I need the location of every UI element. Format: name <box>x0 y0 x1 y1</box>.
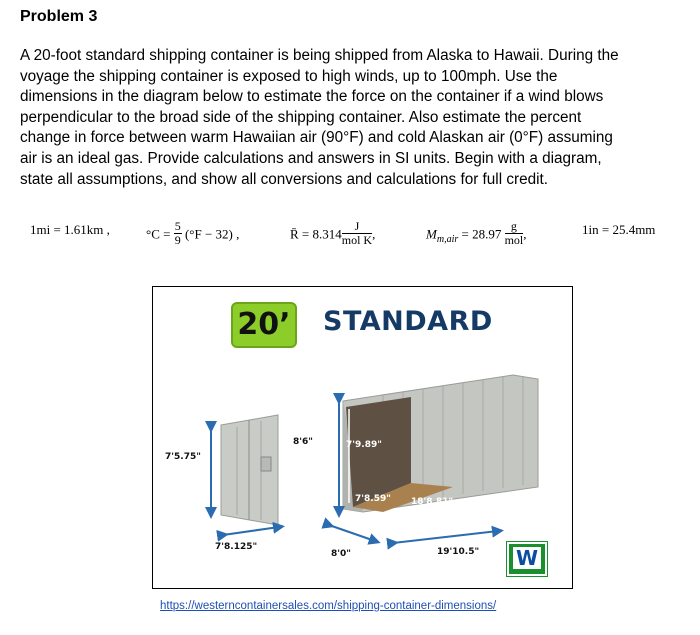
door-width-label: 7'8.125" <box>215 542 258 552</box>
statement-line: A 20-foot standard shipping container is being shipped from Alaska to Hawaii. During the <box>20 47 619 64</box>
door-label-plate <box>261 457 271 471</box>
fraction-denominator: 9 <box>174 233 181 247</box>
source-link[interactable]: https://westerncontainersales.com/shipping-container-dimensions/ <box>160 600 497 612</box>
mile-conversion: 1mi = 1.61km , <box>30 222 110 237</box>
molar-subscript: m,air <box>436 234 459 246</box>
int-width-label: 7'8.59" <box>355 494 391 504</box>
fraction-numerator: g <box>505 220 524 234</box>
statement-line: voyage the shipping container is exposed to high winds, up to 100mph. Use the <box>20 67 558 85</box>
ext-length-label: 19'10.5" <box>437 547 480 557</box>
statement-line: state all assumptions, and show all conversions and calculations for full credit. <box>20 170 549 188</box>
molar-mass-air <box>426 219 527 249</box>
five-ninths-fraction <box>174 220 182 247</box>
molar-unit-fraction <box>504 219 527 247</box>
fraction-denominator: mol <box>504 233 524 247</box>
problem-title: Problem 3 <box>20 8 98 25</box>
logo-letter: W <box>513 547 541 569</box>
molar-value: = 28.97 <box>458 226 502 242</box>
molar-tail: , <box>523 226 527 242</box>
conversion-equations <box>0 208 700 252</box>
celsius-rhs: (°F − 32) , <box>184 226 240 242</box>
door-width-arrow <box>223 527 279 535</box>
size-badge: 20’ <box>231 302 297 348</box>
gas-constant <box>290 219 376 249</box>
gas-lhs: R̄ = 8.314 <box>290 226 342 242</box>
container-dimensions-figure <box>152 286 573 589</box>
gas-unit-fraction <box>342 220 372 247</box>
celsius-lhs: °C = <box>146 226 171 242</box>
int-height-label: 7'9.89" <box>346 440 382 450</box>
problem-statement <box>20 46 684 190</box>
statement-line: perpendicular to the broad side of the shipping container. Also estimate the percent <box>20 108 582 126</box>
fraction-denominator: mol K <box>341 233 373 247</box>
temperature-conversion <box>146 219 240 249</box>
fraction-numerator: 5 <box>174 219 181 233</box>
ext-height-label: 8'6" <box>293 437 313 447</box>
fraction-numerator: J <box>342 220 372 234</box>
int-length-label: 18'8.81" <box>411 497 454 507</box>
ext-width-label: 8'0" <box>331 549 351 559</box>
door-height-label: 7'5.75" <box>165 452 201 462</box>
ext-width-arrow <box>329 525 375 541</box>
statement-line: change in force between warm Hawaiian air (90°F) and cold Alaskan air (0°F) assuming <box>20 129 613 147</box>
company-logo <box>507 542 547 576</box>
inch-conversion: 1in = 25.4mm <box>582 222 656 237</box>
ext-length-arrow <box>393 531 498 543</box>
standard-heading: STANDARD <box>323 306 493 337</box>
gas-tail: , <box>372 226 376 242</box>
molar-symbol: M <box>426 226 437 242</box>
statement-line: air is an ideal gas. Provide calculations and answers in SI units. Begin with a diagram, <box>20 149 602 167</box>
statement-line: dimensions in the diagram below to estimate the force on the container if a wind blows <box>20 88 604 106</box>
